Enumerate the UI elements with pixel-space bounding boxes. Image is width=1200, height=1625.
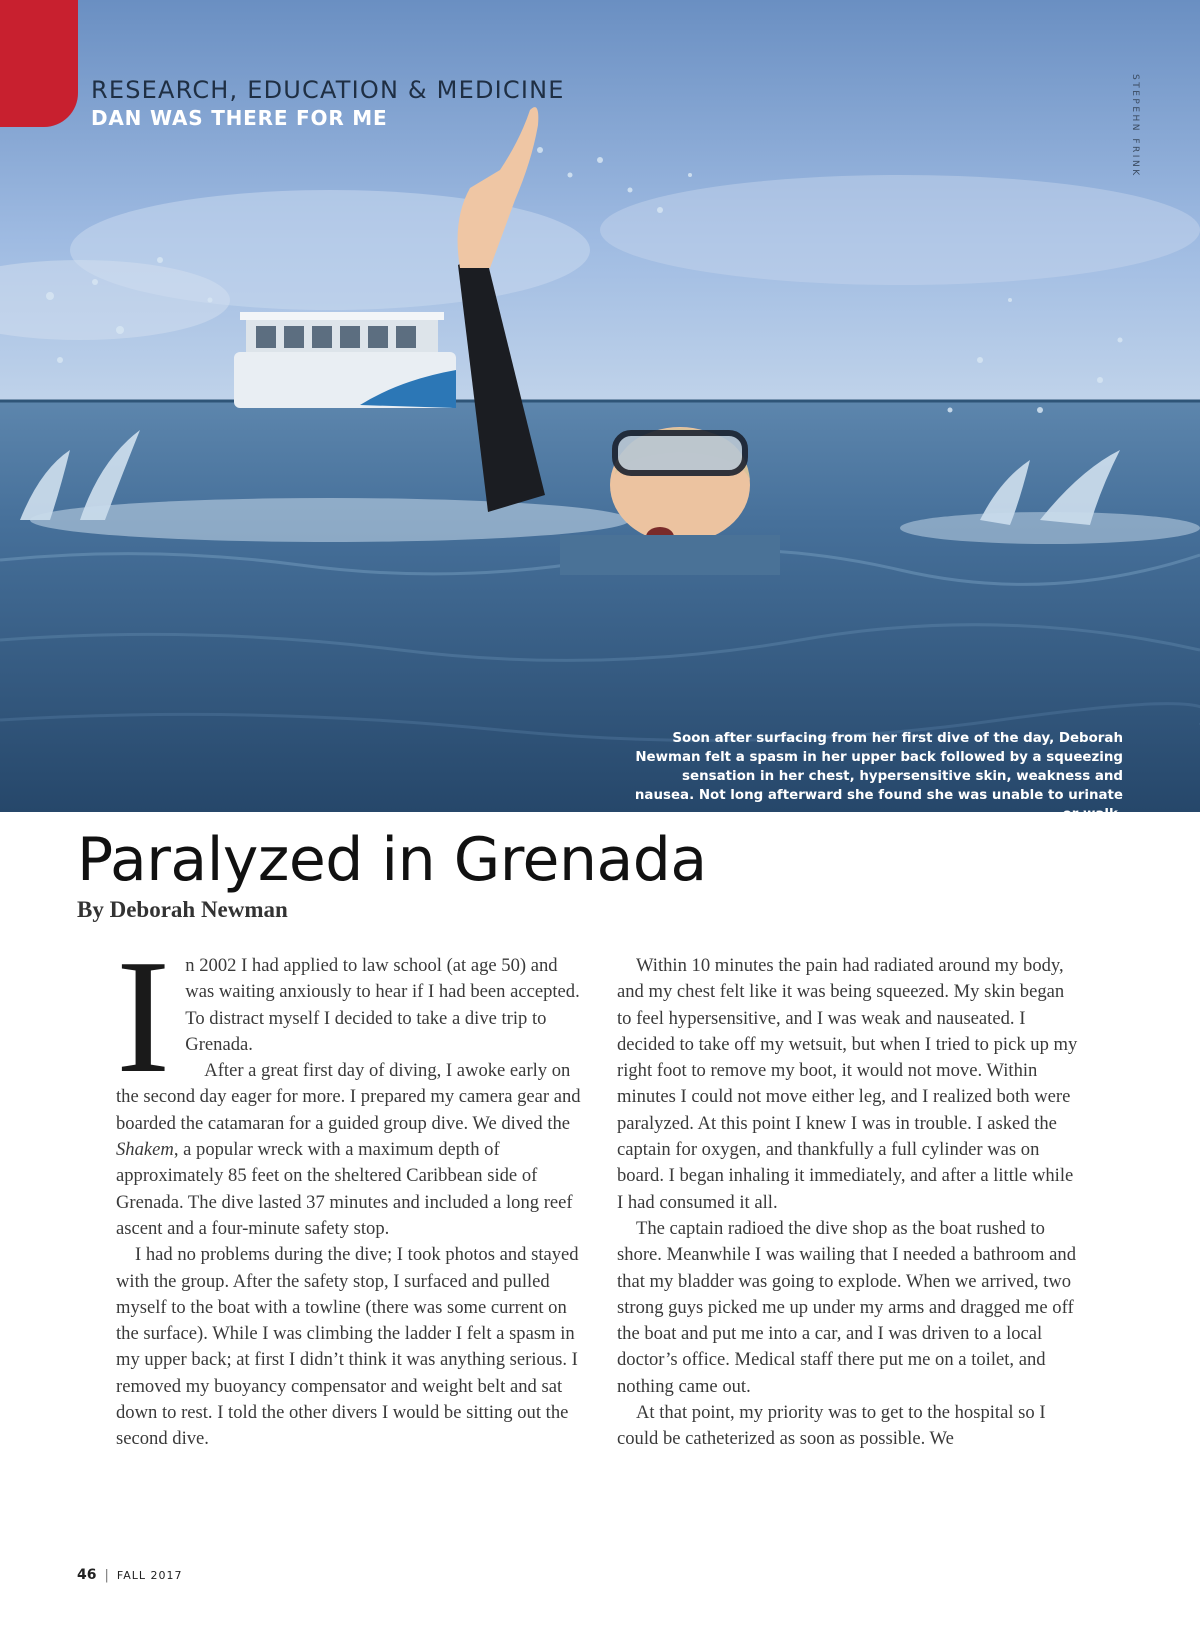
article-column-left [116,927,582,1453]
paragraph-text: , a popular wreck with a maximum depth of approximately 85 feet on the sheltered Caribbean side of Grenada. The dive lasted 37 minutes and included a long reef ascent and a four-minute safety stop. [116,1139,573,1239]
photo-caption: Soon after surfacing from her first dive of the day, Deborah Newman felt a spasm in her upper back followed by a squeezing sensation in her chest, hypersensitive skin, weakness and nausea. Not long afterward she found she was unable to urinate or walk. [634,731,1123,822]
article-byline: By Deborah Newman [77,897,288,922]
splash-foam [900,512,1200,544]
page-footer [77,1567,182,1583]
cloud [600,175,1200,285]
issue-label: FALL 2017 [116,1569,183,1582]
water-line [560,535,780,575]
section-label: RESEARCH, EDUCATION & MEDICINE [91,76,565,104]
section-subtitle: DAN WAS THERE FOR ME [91,106,388,130]
paragraph-text: n 2002 I had applied to law school (at age 50) and was waiting anxiously to hear if I had been accepted. To distract myself I decided to take a dive trip to Grenada. [185,955,580,1055]
article-paragraph [116,1058,582,1242]
article-paragraph: I had no problems during the dive; I took photos and stayed with the group. After the safety stop, I surfaced and pulled myself to the boat with a towline (there was some current on the surface). While I was climbing the ladder I felt a spasm in my upper back; at first I didn’t think it was anything serious. I removed my buoyancy compensator and weight belt and sat down to rest. I told the other divers I would be sitting out the second dive. [116,1244,579,1450]
catamaran-boat [234,312,456,408]
article-column-right [617,953,1083,1453]
photo-credit: STEPEHN FRINK [1130,74,1140,178]
footer-separator: | [104,1568,109,1583]
article-paragraph: Within 10 minutes the pain had radiated around my body, and my chest felt like it was being squeezed. My skin began to feel hypersensitive, and I was weak and nauseated. I decided to take off my wetsuit, but when I tried to pick up my right foot to remove my boot, it would not move. Within minutes I could not move either leg, and I realized both were paralyzed. At this point I knew I was in trouble. I asked the captain for oxygen, and thankfully a full cylinder was on board. I began inhaling it immediately, and after a little while I had consumed it all. [617,955,1078,1213]
article-paragraph: The captain radioed the dive shop as the boat rushed to shore. Meanwhile I was wailing that I needed a bathroom and that my bladder was going to explode. When we arrived, two strong guys picked me up under my arms and dragged me off the boat and put me into a car, and I was driven to a local doctor’s office. Medical staff there put me on a toilet, and nothing came out. [617,1217,1077,1397]
splash-foam [30,498,630,542]
wreck-name: Shakem [116,1139,174,1161]
section-color-tab [0,0,78,127]
drop-cap: I [116,927,171,1107]
dive-mask [615,433,745,473]
article-paragraph: At that point, my priority was to get to the hospital so I could be catheterized as soon as possible. We [617,1402,1046,1450]
article-title: Paralyzed in Grenada [77,825,707,895]
page-number: 46 [77,1567,97,1583]
paragraph-text: After a great first day of diving, I awoke early on the second day eager for more. I prepared my camera gear and boarded the catamaran for a guided group dive. We dived the [116,1060,581,1134]
